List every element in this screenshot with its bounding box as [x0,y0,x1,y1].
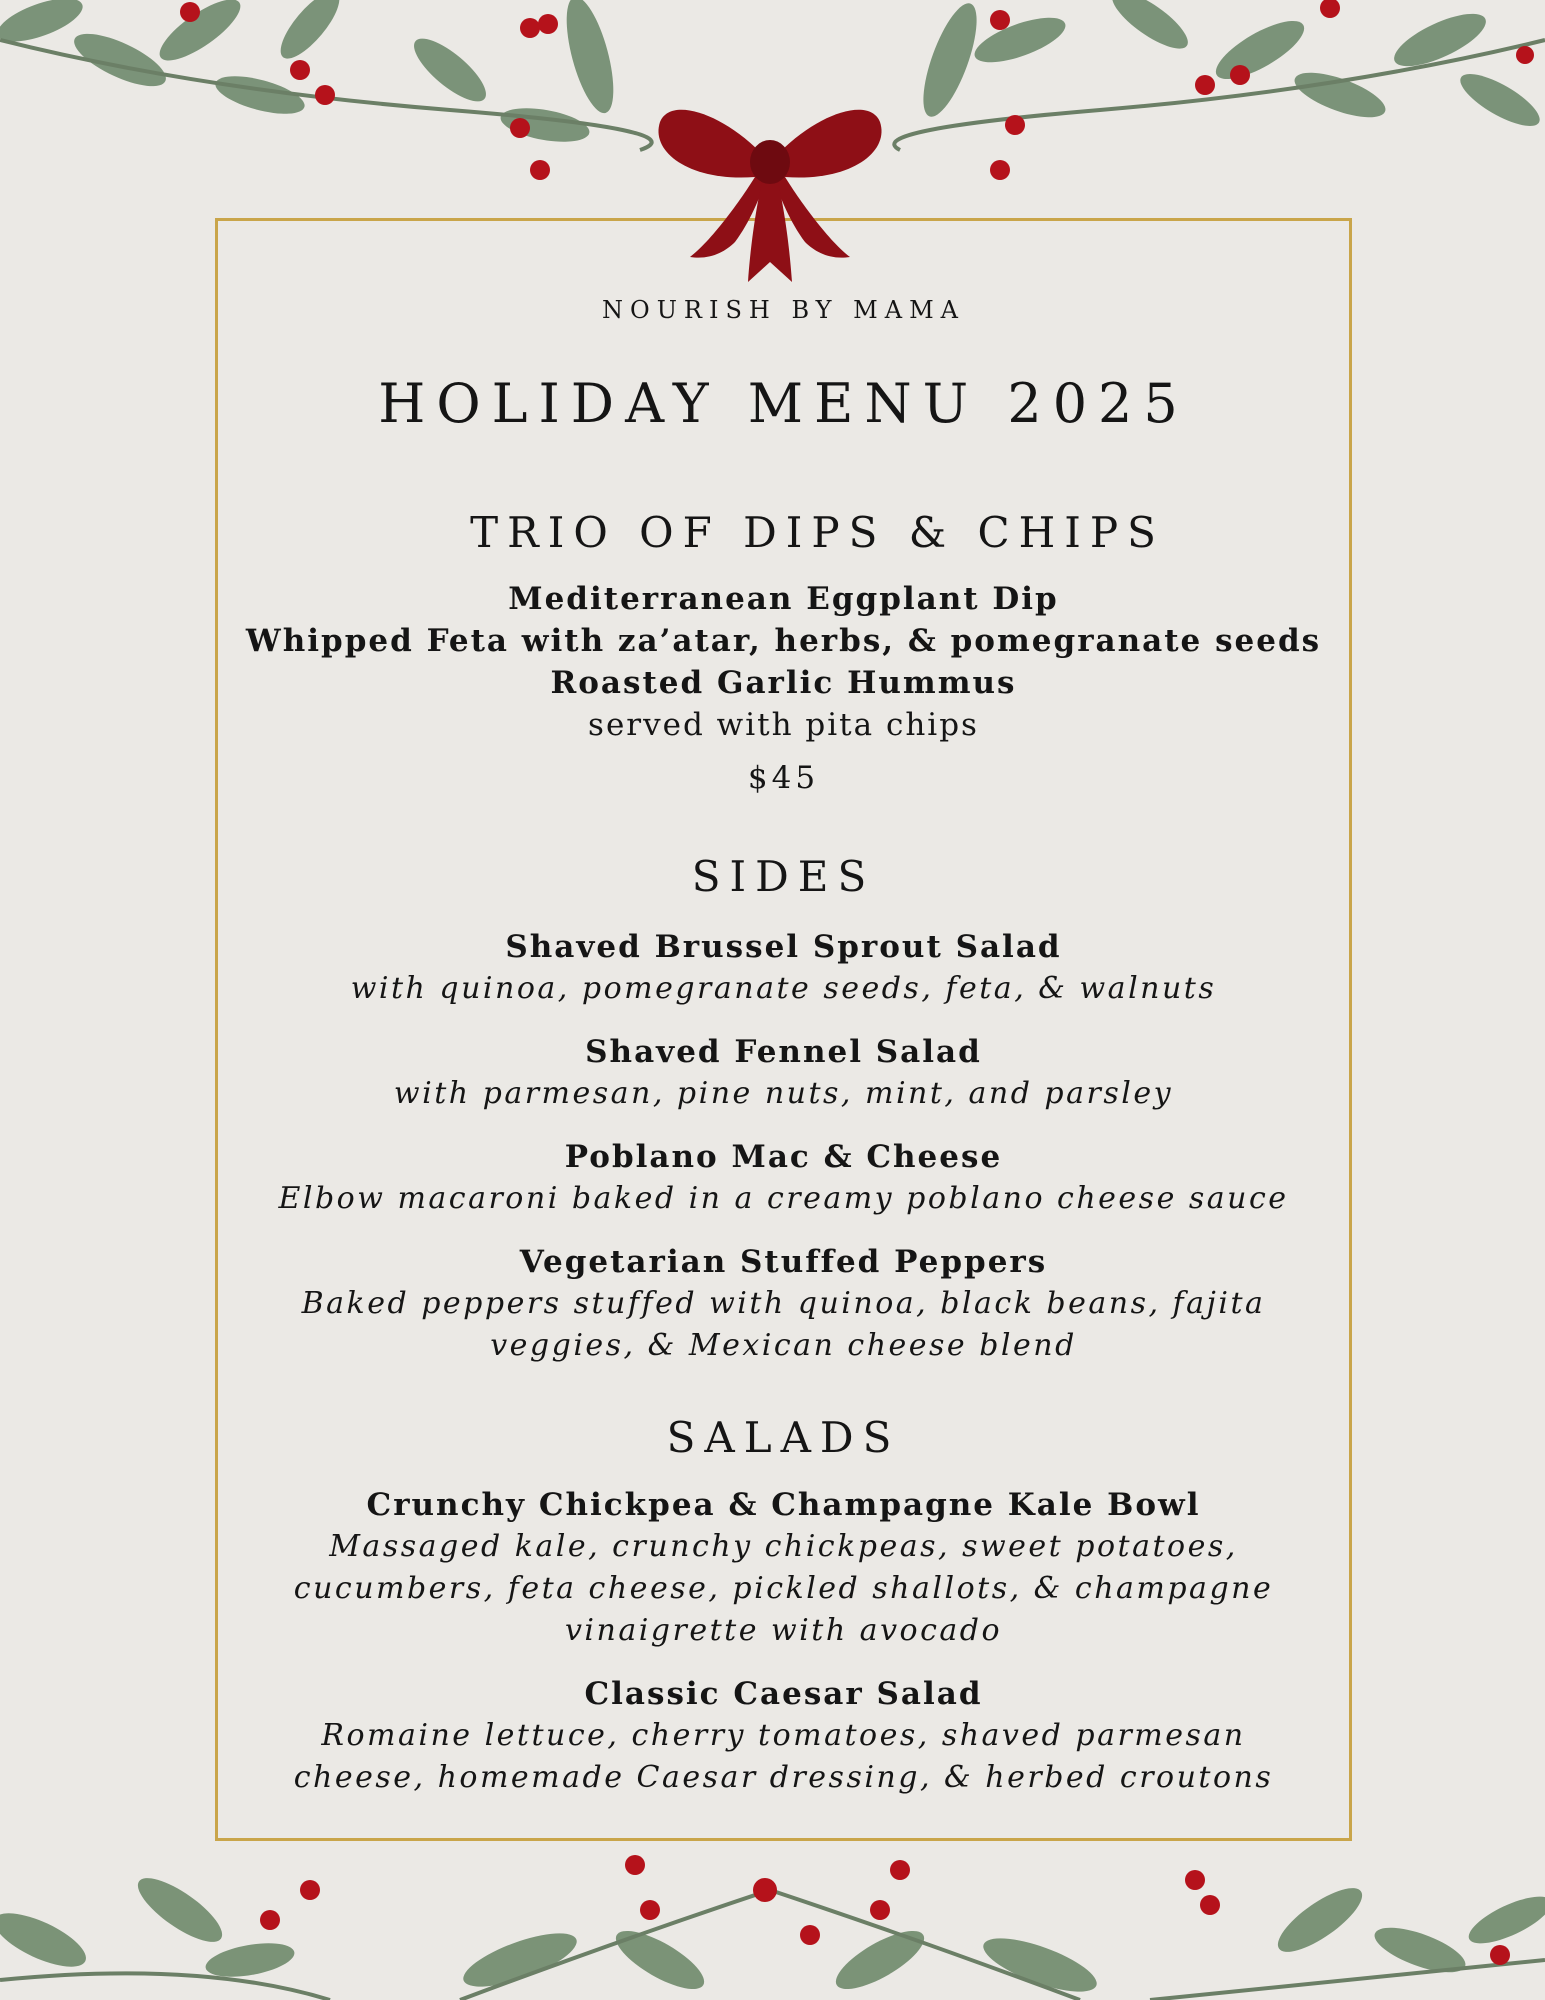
dips-list [215,578,1352,746]
item-description: cheese, homemade Caesar dressing, & herbed croutons [293,1760,1274,1795]
item-description: Romaine lettuce, cherry tomatoes, shaved parmesan [321,1718,1246,1753]
item-description: with parmesan, pine nuts, mint, and parsley [393,1076,1174,1111]
item-name: Shaved Fennel Salad [585,1034,982,1070]
dips-note: served with pita chips [588,707,979,743]
red-bow-icon [650,92,890,287]
item-description: cucumbers, feta cheese, pickled shallots, & champagne [293,1571,1274,1606]
section-heading-sides: SIDES [691,852,876,901]
menu-item [215,1136,1352,1220]
section-heading-dips: TRIO OF DIPS & CHIPS [470,508,1165,557]
item-name: Crunchy Chickpea & Champagne Kale Bowl [366,1487,1201,1523]
holly-garland-bottom-icon [0,1850,1545,2000]
item-name: Vegetarian Stuffed Peppers [519,1244,1048,1280]
menu-item [215,926,1352,1010]
dips-price: $45 [747,760,820,796]
menu-item [215,1031,1352,1115]
item-description: veggies, & Mexican cheese blend [490,1328,1077,1363]
item-description: vinaigrette with avocado [564,1613,1003,1648]
item-name: Poblano Mac & Cheese [564,1139,1003,1175]
brand-name: NOURISH BY MAMA [602,296,965,324]
menu-item [215,1241,1352,1367]
menu-item [215,1484,1352,1652]
item-description: Baked peppers stuffed with quinoa, black beans, fajita [301,1286,1266,1321]
page-title: HOLIDAY MENU 2025 [378,372,1189,435]
dip-item: Roasted Garlic Hummus [550,665,1017,701]
item-description: with quinoa, pomegranate seeds, feta, & walnuts [350,971,1217,1006]
item-name: Classic Caesar Salad [584,1676,983,1712]
item-description: Elbow macaroni baked in a creamy poblano cheese sauce [278,1181,1289,1216]
item-name: Shaved Brussel Sprout Salad [505,929,1062,965]
item-description: Massaged kale, crunchy chickpeas, sweet potatoes, [329,1529,1238,1564]
dip-item: Mediterranean Eggplant Dip [508,581,1059,617]
section-heading-salads: SALADS [666,1413,901,1462]
dip-item: Whipped Feta with za’atar, herbs, & pomegranate seeds [245,623,1322,659]
menu-item [215,1673,1352,1799]
